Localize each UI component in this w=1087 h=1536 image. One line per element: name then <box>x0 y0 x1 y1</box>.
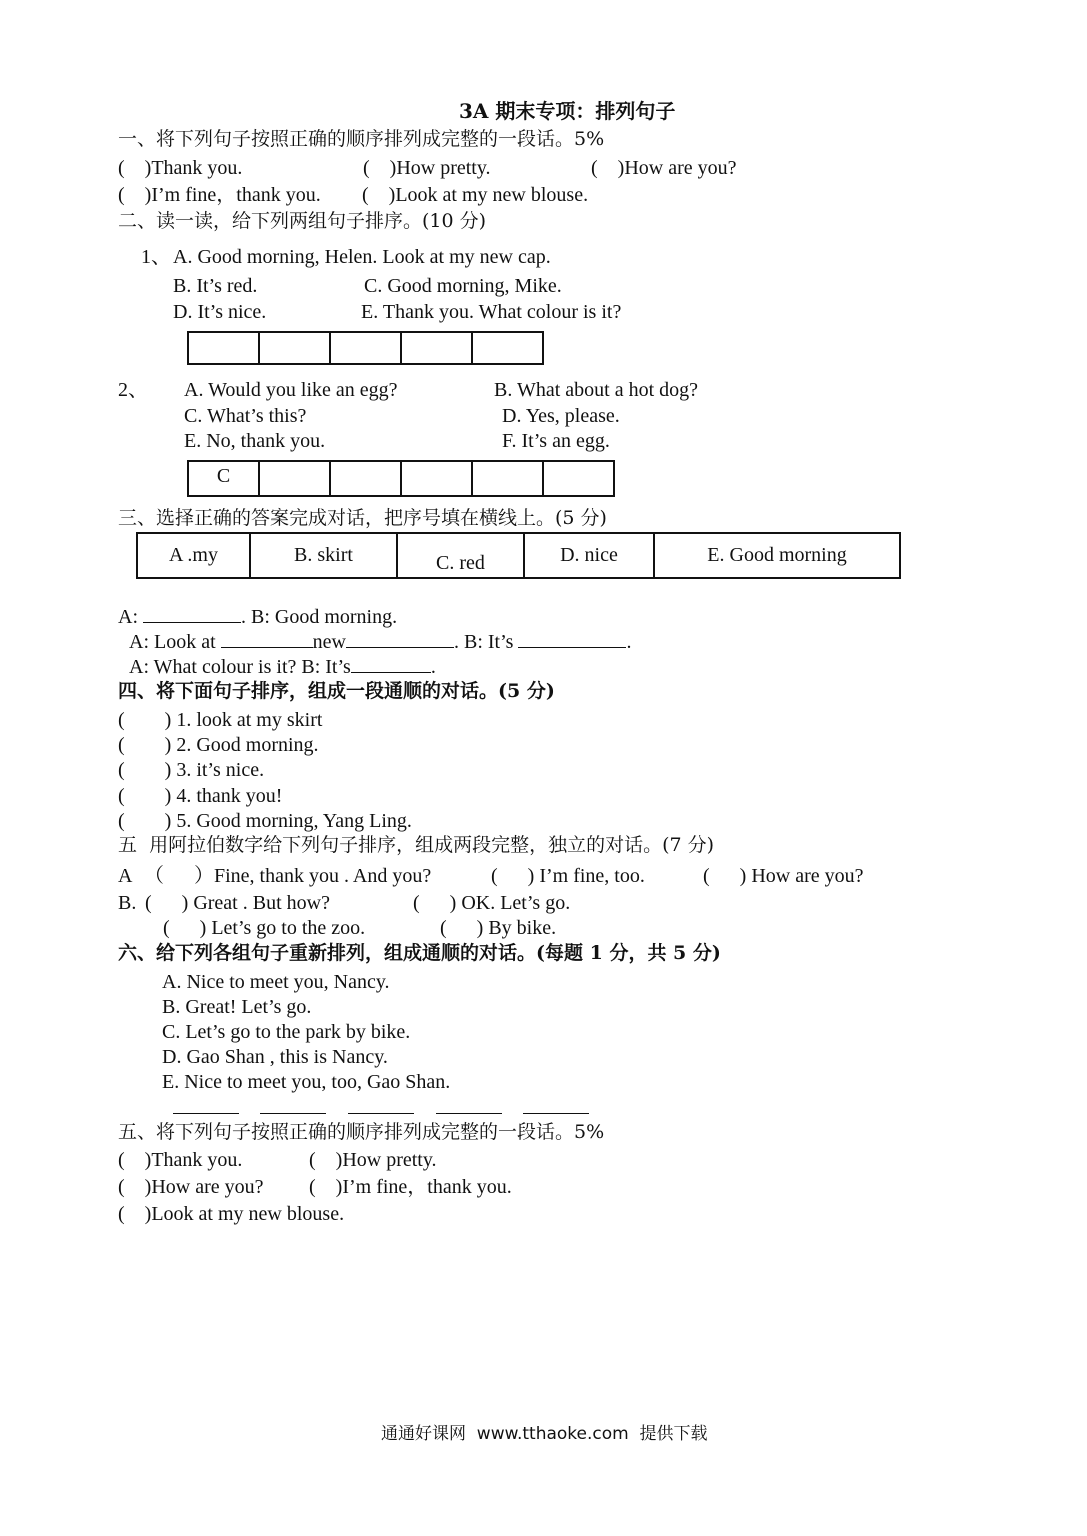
dialog-text: . <box>626 631 632 653</box>
answer-line[interactable] <box>173 1113 239 1114</box>
dialog-text: A: <box>118 606 138 628</box>
dialog-text: A: Look at <box>129 631 216 653</box>
section-3-heading: 三、选择正确的答案完成对话，把序号填在横线上。(5 分) <box>118 507 607 529</box>
section-4-heading: 四、将下面句子排序，组成一段通顺的对话。(5 分) <box>118 680 555 702</box>
answer-box[interactable] <box>401 332 472 364</box>
answer-box[interactable] <box>330 332 401 364</box>
group-b-label: B. <box>118 892 137 914</box>
q2-sentence: C. What’s this? <box>184 405 307 427</box>
q1-number: 1、 <box>141 246 171 268</box>
s6-item: A. Nice to meet you, Nancy. <box>162 971 390 993</box>
answer-line[interactable] <box>523 1113 589 1114</box>
section-1-heading: 一、将下列句子按照正确的顺序排列成完整的一段话。5% <box>118 128 605 150</box>
group-a-label: A <box>118 865 133 887</box>
s5-item: ( ) I’m fine, too. <box>491 865 645 887</box>
q1-sentence: E. Thank you. What colour is it? <box>361 301 622 323</box>
dialog-text: . B: It’s <box>453 631 514 653</box>
s1-item: ( )I’m fine，thank you. <box>118 184 321 206</box>
q1-sentence: B. It’s red. <box>173 275 258 297</box>
s1-item: ( )Look at my new blouse. <box>362 184 589 206</box>
option-cell: D. nice <box>524 533 654 578</box>
s1-item: ( )How are you? <box>591 157 737 179</box>
dialog-line-2 <box>129 631 631 652</box>
fill-blank[interactable] <box>346 631 454 648</box>
s5-item: ( ) By bike. <box>440 917 557 939</box>
dialog-text: . <box>430 656 436 678</box>
section-6-heading: 六、给下列各组句子重新排列，组成通顺的对话。(每题 1 分，共 5 分) <box>118 942 721 964</box>
s7-item: ( )How pretty. <box>309 1149 437 1171</box>
dialog-text: . B: Good morning. <box>241 606 398 628</box>
answer-box[interactable] <box>259 461 330 496</box>
s6-item: E. Nice to meet you, too, Gao Shan. <box>162 1071 451 1093</box>
s6-item: D. Gao Shan , this is Nancy. <box>162 1046 388 1068</box>
s5-item: ( ) Great . But how? <box>145 892 330 914</box>
dialog-line-3 <box>129 656 436 677</box>
s6-item: C. Let’s go to the park by bike. <box>162 1021 411 1043</box>
s7-item: ( )I’m fine，thank you. <box>309 1176 512 1198</box>
s1-item: ( )Thank you. <box>118 157 243 179</box>
answer-line[interactable] <box>348 1113 414 1114</box>
q2-answer-boxes <box>187 460 615 497</box>
option-cell: A .my <box>137 533 250 578</box>
s6-item: B. Great! Let’s go. <box>162 996 312 1018</box>
s5-item: （ ）Fine, thank you . And you? <box>144 865 432 887</box>
answer-box[interactable] <box>188 332 259 364</box>
q2-sentence: E. No, thank you. <box>184 430 326 452</box>
answer-box[interactable] <box>472 332 543 364</box>
answer-box[interactable] <box>401 461 472 496</box>
s1-item: ( )How pretty. <box>363 157 491 179</box>
s5-item: ( ) Let’s go to the zoo. <box>163 917 366 939</box>
answer-box[interactable] <box>543 461 614 496</box>
fill-blank[interactable] <box>221 631 313 648</box>
answer-box[interactable] <box>330 461 401 496</box>
q2-sentence: A. Would you like an egg? <box>184 379 398 401</box>
section-2-heading: 二、读一读，给下列两组句子排序。(10 分) <box>118 210 487 232</box>
s7-item: ( )Thank you. <box>118 1149 243 1171</box>
s5-item: ( ) How are you? <box>703 865 864 887</box>
q1-sentence: A. Good morning, Helen. Look at my new cap. <box>173 246 551 268</box>
dialog-text: A: What colour is it? B: It’s <box>129 656 351 678</box>
answer-line[interactable] <box>260 1113 326 1114</box>
answer-box[interactable]: C <box>188 461 259 496</box>
q1-sentence: C. Good morning, Mike. <box>364 275 562 297</box>
s4-item: ( ) 3. it’s nice. <box>118 759 265 781</box>
q1-sentence: D. It’s nice. <box>173 301 267 323</box>
q1-answer-boxes <box>187 331 544 365</box>
s4-item: ( ) 1. look at my skirt <box>118 709 323 731</box>
option-cell: C. red <box>397 533 524 578</box>
s4-item: ( ) 5. Good morning, Yang Ling. <box>118 810 412 832</box>
s7-item: ( )Look at my new blouse. <box>118 1203 345 1225</box>
q2-sentence: D. Yes, please. <box>502 405 620 427</box>
page-title: 3A 期末专项：排列句子 <box>459 99 676 123</box>
option-cell: E. Good morning <box>654 533 900 578</box>
answer-box[interactable] <box>472 461 543 496</box>
s7-item: ( )How are you? <box>118 1176 264 1198</box>
footer-text: 通通好课网 www.tthaoke.com 提供下载 <box>381 1424 708 1444</box>
answer-box[interactable] <box>259 332 330 364</box>
q2-sentence: B. What about a hot dog? <box>494 379 699 401</box>
fill-blank[interactable] <box>351 656 431 673</box>
options-table <box>136 532 901 579</box>
section-7-heading: 五、将下列句子按照正确的顺序排列成完整的一段话。5% <box>118 1121 605 1143</box>
dialog-line-1 <box>118 606 397 627</box>
answer-line[interactable] <box>436 1113 502 1114</box>
s4-item: ( ) 4. thank you! <box>118 785 283 807</box>
section-5-heading: 五 用阿拉伯数字给下列句子排序，组成两段完整，独立的对话。(7 分) <box>118 834 715 856</box>
q2-number: 2、 <box>118 379 148 401</box>
fill-blank[interactable] <box>143 606 241 623</box>
dialog-text: new <box>312 631 346 653</box>
s5-item: ( ) OK. Let’s go. <box>413 892 571 914</box>
s4-item: ( ) 2. Good morning. <box>118 734 319 756</box>
fill-blank[interactable] <box>518 631 626 648</box>
q2-sentence: F. It’s an egg. <box>502 430 610 452</box>
option-cell: B. skirt <box>250 533 397 578</box>
